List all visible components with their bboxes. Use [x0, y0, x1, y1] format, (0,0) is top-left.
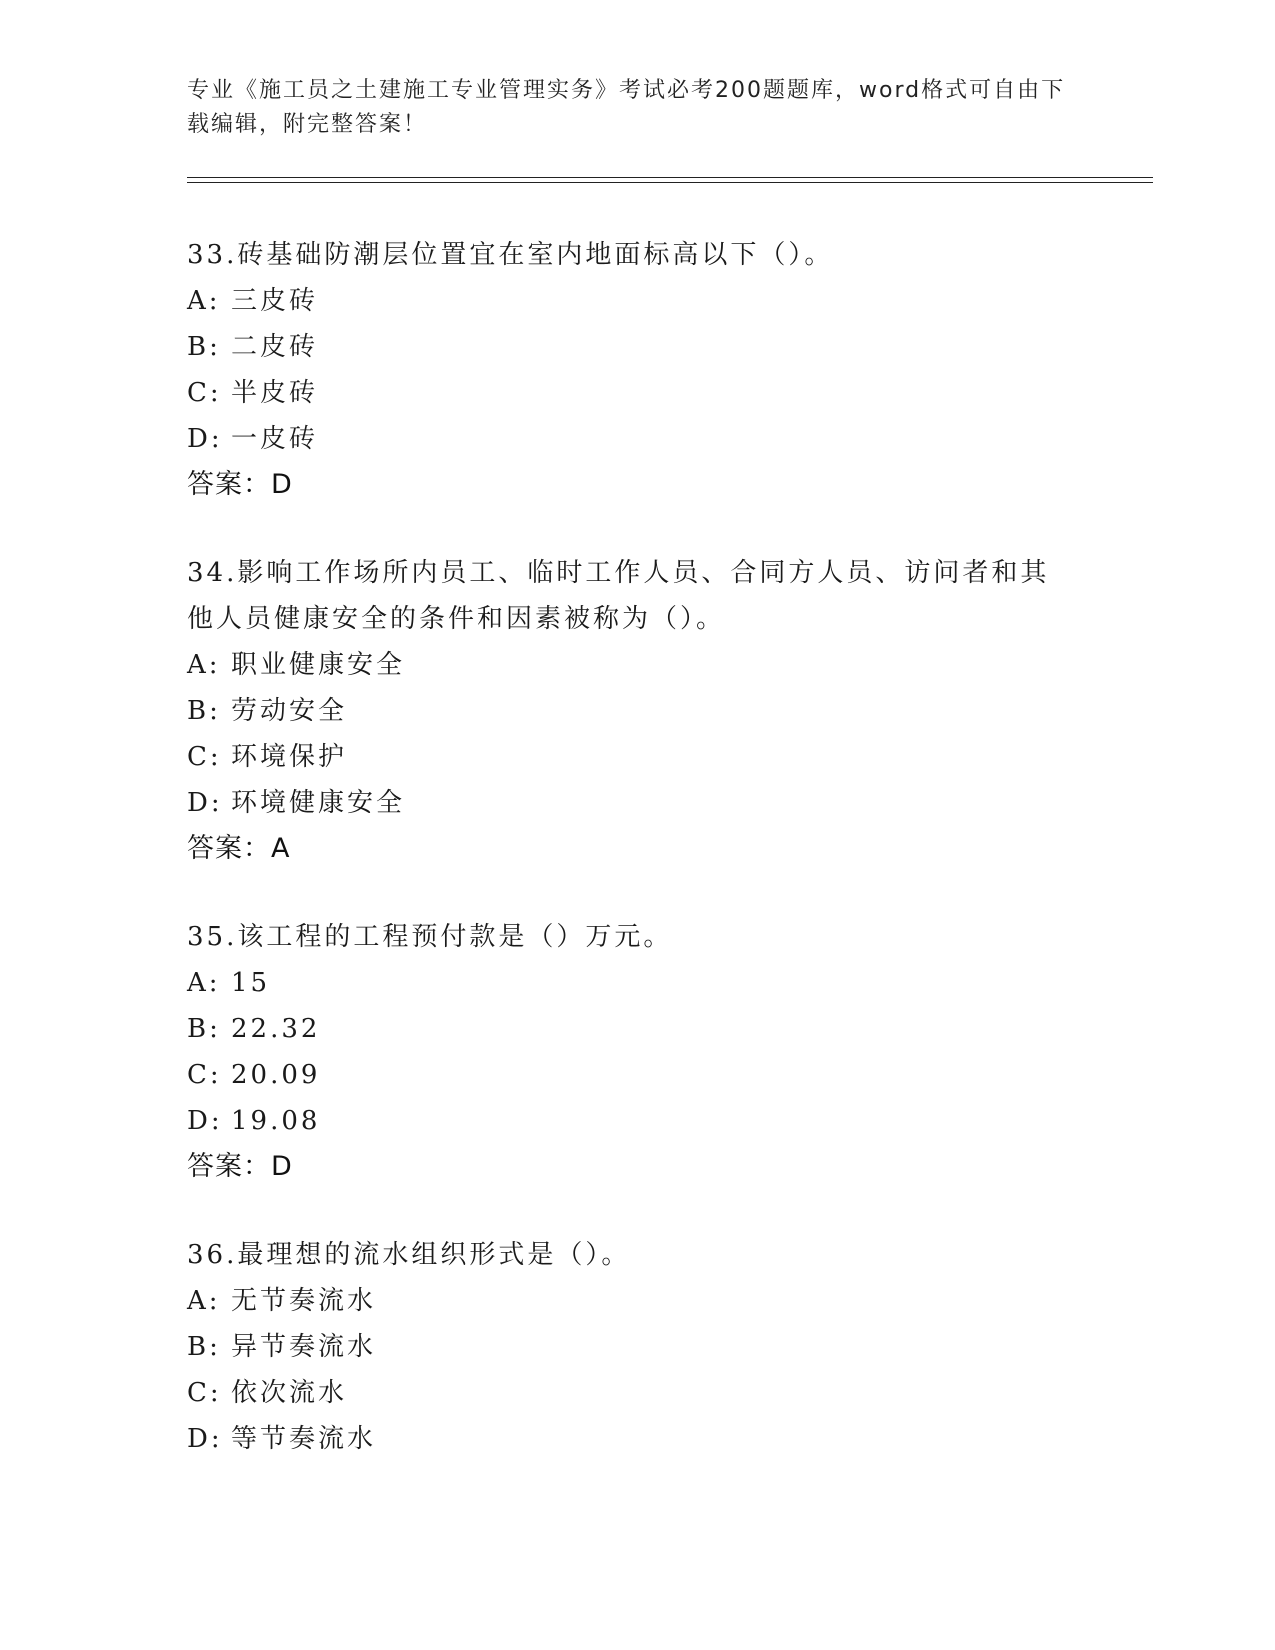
- option-c: [187, 1052, 1137, 1098]
- option-label: A:: [187, 650, 221, 680]
- question-35: [187, 914, 1137, 1190]
- option-label: D:: [187, 1106, 223, 1136]
- option-text: 职业健康安全: [231, 650, 406, 680]
- option-text: 一皮砖: [231, 424, 319, 454]
- option-label: B:: [187, 1014, 221, 1044]
- option-label: B:: [187, 332, 221, 362]
- option-d: [187, 780, 1137, 826]
- answer-line: 答案：A: [187, 833, 291, 864]
- answer-line: 答案：D: [187, 469, 293, 500]
- option-c: [187, 370, 1137, 416]
- question-text: 36.最理想的流水组织形式是（）。: [187, 1240, 631, 1270]
- option-b: [187, 324, 1137, 370]
- header-divider-top: [187, 177, 1153, 178]
- option-text: 半皮砖: [231, 378, 319, 408]
- option-d: [187, 416, 1137, 462]
- option-text: 依次流水: [231, 1378, 348, 1408]
- question-text: 34.影响工作场所内员工、临时工作人员、合同方人员、访问者和其他人员健康安全的条件和因素被称为（）。: [187, 558, 1050, 634]
- option-label: A:: [187, 286, 221, 316]
- option-text: 等节奏流水: [231, 1424, 377, 1454]
- option-text: 三皮砖: [231, 286, 319, 316]
- option-text: 二皮砖: [231, 332, 319, 362]
- question-text: 33.砖基础防潮层位置宜在室内地面标高以下（）。: [187, 240, 834, 270]
- option-label: D:: [187, 788, 223, 818]
- option-text: 15: [231, 968, 271, 998]
- option-text: 异节奏流水: [231, 1332, 377, 1362]
- option-label: B:: [187, 1332, 221, 1362]
- option-label: D:: [187, 1424, 223, 1454]
- question-34: [187, 550, 1137, 872]
- question-text: 35.该工程的工程预付款是（）万元。: [187, 922, 673, 952]
- option-text: 19.08: [231, 1106, 321, 1136]
- question-list: [187, 232, 1137, 1504]
- option-text: 无节奏流水: [231, 1286, 377, 1316]
- option-b: [187, 1324, 1137, 1370]
- option-text: 环境保护: [231, 742, 348, 772]
- option-label: B:: [187, 696, 221, 726]
- option-text: 环境健康安全: [231, 788, 406, 818]
- option-d: [187, 1098, 1137, 1144]
- question-36: [187, 1232, 1137, 1462]
- option-text: 劳动安全: [231, 696, 348, 726]
- option-a: [187, 960, 1137, 1006]
- option-d: [187, 1416, 1137, 1462]
- option-label: C:: [187, 1378, 222, 1408]
- option-b: [187, 1006, 1137, 1052]
- option-label: D:: [187, 424, 223, 454]
- option-label: C:: [187, 1060, 222, 1090]
- answer-line: 答案：D: [187, 1151, 293, 1182]
- option-text: 22.32: [231, 1014, 321, 1044]
- option-label: A:: [187, 1286, 221, 1316]
- option-label: C:: [187, 742, 222, 772]
- header-divider-bottom: [187, 182, 1153, 183]
- option-a: [187, 642, 1137, 688]
- option-label: C:: [187, 378, 222, 408]
- question-33: [187, 232, 1137, 508]
- option-label: A:: [187, 968, 221, 998]
- option-text: 20.09: [231, 1060, 321, 1090]
- option-a: [187, 1278, 1137, 1324]
- document-header: 专业《施工员之土建施工专业管理实务》考试必考200题题库，word格式可自由下载编辑，附完整答案！: [187, 78, 1066, 137]
- option-b: [187, 688, 1137, 734]
- option-c: [187, 734, 1137, 780]
- option-a: [187, 278, 1137, 324]
- option-c: [187, 1370, 1137, 1416]
